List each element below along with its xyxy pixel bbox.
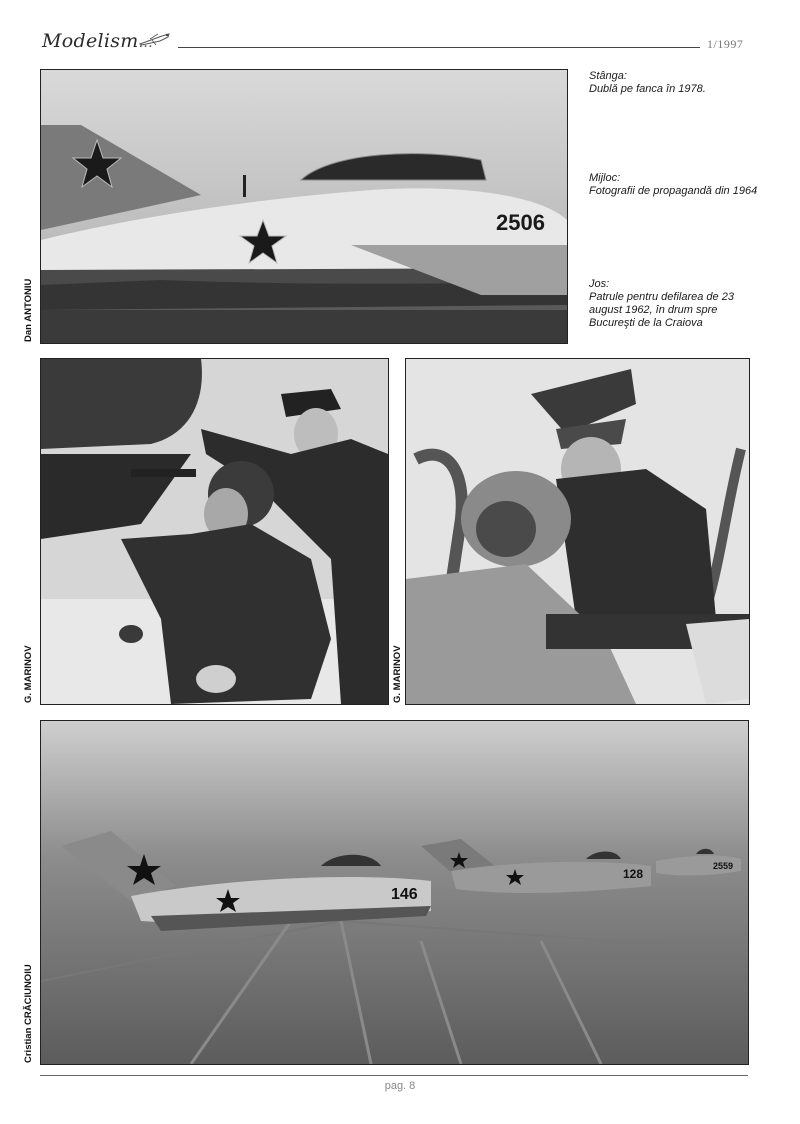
issue-number: 1/1997	[707, 37, 744, 51]
caption-text: Patrule pentru defilarea de 23 august 1962, în drum spre Bucureşti de la Craiova	[589, 291, 734, 329]
caption-text: Dublă pe fanca în 1978.	[589, 83, 706, 95]
svg-text:2559: 2559	[713, 861, 734, 871]
caption-bottom	[589, 278, 759, 330]
photo-pilot-mechanic	[40, 358, 389, 705]
caption-heading: Stânga:	[589, 70, 627, 82]
svg-text:2506: 2506	[496, 210, 545, 235]
magazine-logo	[42, 30, 153, 52]
caption-text: Fotografii de propagandă din 1964	[589, 185, 758, 197]
logo-dots: ...	[138, 35, 153, 51]
photo-credit-top: Dan ANTONIU	[23, 278, 34, 342]
photo-credit-bottom: Cristian CRĂCIUNOIU	[23, 964, 34, 1063]
caption-middle	[589, 172, 759, 198]
svg-text:146: 146	[391, 886, 418, 903]
photo-credit-middle-right: G. MARINOV	[392, 645, 403, 703]
caption-heading: Jos:	[589, 278, 610, 290]
photo-pilot-cockpit	[405, 358, 750, 705]
photo-formation-flight	[40, 720, 749, 1065]
caption-heading: Mijloc:	[589, 172, 621, 184]
magazine-title: Modelism	[42, 30, 139, 52]
caption-left	[589, 70, 759, 96]
photo-credit-middle-left: G. MARINOV	[23, 645, 34, 703]
footer-rule	[40, 1075, 748, 1076]
header-rule	[178, 47, 700, 48]
photo-trainer-jet	[40, 69, 568, 344]
jet-plane-sketch-icon	[138, 31, 172, 47]
page-number: pag. 8	[384, 1080, 416, 1092]
svg-text:128: 128	[623, 867, 644, 881]
